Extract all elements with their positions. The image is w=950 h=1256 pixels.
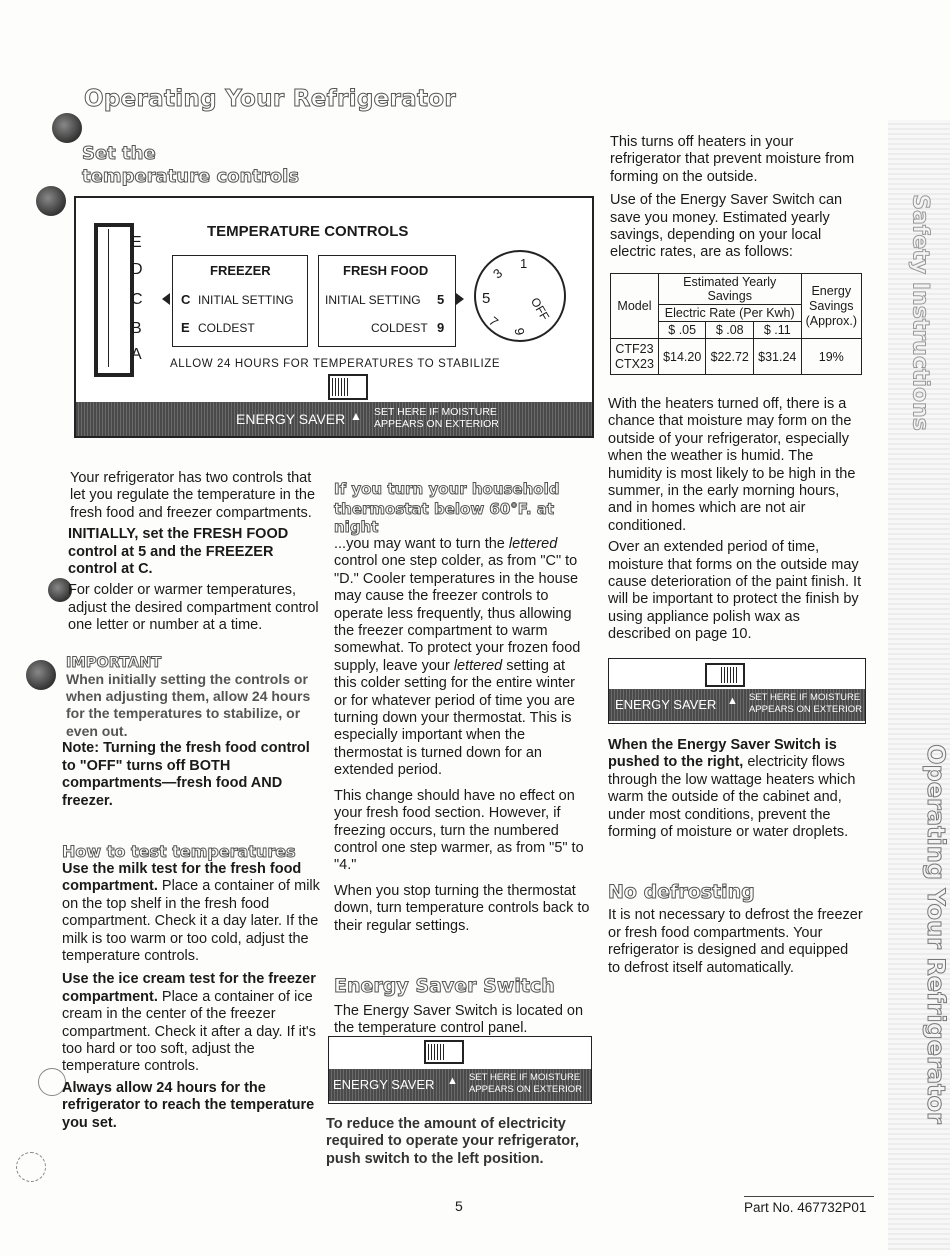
fresh-food-coldest-num: 9 — [437, 320, 445, 335]
switch-right-paragraph — [608, 737, 864, 841]
moisture-paragraph: With the heaters turned off, there is a chance that moisture may form on the outside of your refrigerator, especially when the weather is humid. The humidity is most likely to be high in the summer, in the early morning hours, and in homes which are not air conditioned. — [608, 396, 856, 534]
triangle-up-icon: ▲ — [727, 695, 738, 707]
panel-title: TEMPERATURE CONTROLS — [207, 223, 409, 240]
energy-saver-mini-panel-left — [328, 1036, 592, 1104]
savings-intro-paragraph: Use of the Energy Saver Switch can save you money. Estimated yearly savings, depending on your local electric rates, are as follows: — [610, 192, 843, 261]
table-rate-3: $ .11 — [754, 322, 802, 339]
table-value-percent: 19% — [801, 339, 861, 375]
triangle-up-icon: ▲ — [350, 409, 362, 423]
freezer-initial-letter: C — [181, 292, 191, 307]
triangle-up-icon: ▲ — [447, 1075, 458, 1087]
column-right-bottom — [608, 737, 864, 977]
off-note-paragraph: Note: Turning the fresh food control to "OFF" turns off BOTH compartments—fresh food AND freezer. — [62, 740, 310, 809]
fresh-food-dial[interactable] — [474, 250, 566, 342]
initial-setting-paragraph: INITIALLY, set the FRESH FOOD control at 5 and the FREEZER control at C. — [68, 526, 289, 578]
freezer-coldest-letter: E — [181, 320, 190, 335]
fresh-food-title: FRESH FOOD — [343, 263, 429, 278]
fresh-food-box — [318, 255, 456, 347]
dial-mark-3: 3 — [490, 265, 506, 282]
heaters-paragraph: This turns off heaters in your refrigerator that prevent moisture from forming on the outside. — [610, 134, 855, 185]
energy-saver-mini-panel-right — [608, 658, 866, 724]
dial-mark-5: 5 — [482, 290, 491, 307]
dial-mark-9: 9 — [511, 326, 528, 337]
thermostat-paragraph-3: When you stop turning the thermostat down, turn temperature controls back to their regular settings. — [334, 882, 590, 934]
reduce-electricity-paragraph: To reduce the amount of electricity required to operate your refrigerator, push switch to the left position. — [326, 1116, 580, 1167]
approx-word: (Approx.) — [805, 313, 857, 328]
table-rate-2: $ .08 — [706, 322, 754, 339]
switch-knob-right — [721, 667, 739, 683]
punch-hole — [26, 660, 56, 690]
ice-cream-test-paragraph — [62, 971, 324, 1075]
energy-saver-bar — [76, 402, 592, 436]
column-middle — [334, 480, 590, 1038]
no-defrosting-heading: No defrosting — [608, 881, 755, 904]
table-rate-1: $ .05 — [658, 322, 706, 339]
defrost-paragraph: It is not necessary to defrost the freezer or fresh food compartments. Your refrigerator is designed and equipped to defrost itself automatically. — [608, 907, 863, 976]
switch-right-bold: When the Energy Saver Switch is pushed to the right, — [608, 737, 837, 771]
thermo-emph-2: lettered — [453, 657, 503, 674]
milk-test-bold: Use the milk test for the fresh food compartment. — [62, 860, 302, 895]
energy-saver-switch[interactable] — [328, 374, 368, 400]
important-paragraph: When initially setting the controls or when adjusting them, allow 24 hours for the temperatures to stabilize, or even out. — [66, 670, 311, 739]
energy-saver-switch-right[interactable] — [705, 663, 745, 687]
thermostat-heading-2: thermostat below 60°F. at night — [334, 500, 555, 536]
dial-mark-1: 1 — [520, 256, 528, 271]
thermostat-heading-1: If you turn your household — [334, 480, 560, 498]
important-heading: IMPORTANT — [66, 654, 162, 671]
adjust-paragraph: For colder or warmer temperatures, adjust the desired compartment control one letter or number at a time. — [68, 582, 319, 634]
table-header-estimated: Estimated Yearly Savings — [658, 274, 801, 305]
scale-letter-b: B — [131, 320, 142, 337]
table-models: CTF23 CTX23 — [611, 339, 659, 375]
section-heading-line1: Set the — [82, 143, 156, 164]
energy-saver-mini-bar-left — [329, 1069, 591, 1101]
energy-saver-note-1: SET HERE IF MOISTURE — [374, 406, 497, 418]
page-number: 5 — [455, 1198, 463, 1214]
intro-paragraph: Your refrigerator has two controls that let you regulate the temperature in the fresh food and freezer compartments. — [70, 470, 316, 521]
table-value-1: $14.20 — [658, 339, 706, 375]
fresh-food-initial-label: INITIAL SETTING — [325, 293, 421, 307]
mini-energy-note-2-left: APPEARS ON EXTERIOR — [469, 1084, 582, 1095]
savings-table — [610, 273, 862, 375]
thermostat-paragraph-2: This change should have no effect on your fresh food section. However, if freezing occurs, turn the numbered control one step warmer, as from "5" to "4." — [334, 787, 584, 874]
ice-cream-test-text: Place a container of ice cream in the center of the freezer compartment. Check it after a day. If it's too hard or too soft, adjust the temperature controls. — [62, 988, 316, 1075]
energy-saver-switch-left[interactable] — [424, 1040, 464, 1064]
milk-test-text: Place a container of milk on the top shelf in the fresh food compartment. Check it a day later. If the milk is too warm or too cold, adjust the temperature controls. — [62, 878, 320, 964]
milk-test-paragraph — [62, 861, 324, 965]
pointer-right-icon — [456, 293, 464, 305]
freezer-box — [172, 255, 308, 347]
always-allow-paragraph: Always allow 24 hours for the refrigerator to reach the temperature you set. — [62, 1079, 315, 1131]
energy-saver-mini-bar-right — [609, 689, 865, 721]
freezer-letter-scale — [94, 223, 134, 377]
part-number: Part No. 467732P01 — [744, 1200, 867, 1215]
thermo-text-b: control one step colder, as from "C" to "D." Cooler temperatures in the house may cause the freezer controls to operate less frequently, thus allowing the freezer compartment to warm somewhat. To protect your frozen food supply, leave your — [334, 553, 581, 674]
switch-right-text: electricity flows through the low wattage heaters which warm the outside of the cabinet and, under most conditions, prevent the forming of moisture or water droplets. — [608, 754, 856, 841]
punch-hole — [36, 186, 66, 216]
punch-hole-outline — [16, 1152, 46, 1182]
scale-letter-d: D — [131, 261, 143, 278]
scale-letter-a: A — [131, 346, 142, 363]
thermo-text-a: ...you may want to turn the — [334, 536, 509, 552]
panel-stabilize-note: ALLOW 24 HOURS FOR TEMPERATURES TO STABILIZE — [170, 358, 501, 370]
fresh-food-initial-num: 5 — [437, 292, 445, 307]
dial-mark-7: 7 — [486, 313, 502, 330]
table-value-2: $22.72 — [706, 339, 754, 375]
thermo-emph-1: lettered — [508, 536, 558, 552]
switch-knob — [332, 378, 350, 396]
scale-letter-c: C — [131, 291, 143, 308]
mini-energy-note-1-right: SET HERE IF MOISTURE — [749, 692, 861, 703]
mini-energy-label-right: ENERGY SAVER — [615, 697, 717, 712]
energy-word: Energy — [811, 283, 852, 298]
column-left — [62, 470, 324, 1132]
pointer-left-icon — [162, 293, 170, 305]
freezer-coldest-label: COLDEST — [198, 321, 255, 335]
energy-saver-paragraph: The Energy Saver Switch is located on the temperature control panel. — [334, 1002, 584, 1037]
test-temperatures-heading: How to test temperatures — [62, 841, 296, 861]
table-header-rate: Electric Rate (Per Kwh) — [658, 305, 801, 322]
fresh-food-coldest-label: COLDEST — [371, 321, 428, 335]
scale-letter-e: E — [131, 234, 142, 251]
energy-saver-heading: Energy Saver Switch — [334, 974, 555, 997]
deterioration-paragraph: Over an extended period of time, moisture that forms on the outside may cause deterioration of the paint finish. It will be important to protect the finish by using appliance polish wax as described on page 10. — [608, 539, 862, 643]
section-heading-line2: temperature controls — [82, 166, 300, 187]
mini-energy-note-2-right: APPEARS ON EXTERIOR — [749, 704, 862, 715]
freezer-initial-label: INITIAL SETTING — [198, 293, 294, 307]
side-tab-operating: Operating Your Refrigerator — [922, 744, 950, 1124]
mini-energy-note-1-left: SET HERE IF MOISTURE — [469, 1072, 581, 1083]
energy-saver-note-2: APPEARS ON EXTERIOR — [374, 418, 499, 430]
mini-energy-label-left: ENERGY SAVER — [333, 1077, 435, 1092]
table-header-model: Model — [611, 274, 659, 339]
savings-word: Savings — [809, 298, 854, 313]
temperature-control-panel — [74, 196, 594, 438]
energy-saver-label: ENERGY SAVER — [236, 411, 346, 427]
dial-mark-off: OFF — [527, 295, 553, 323]
punch-hole — [52, 113, 82, 143]
side-tab-safety: Safety Instructions — [907, 194, 933, 431]
footer-rule — [744, 1196, 874, 1197]
thermostat-paragraph-1 — [334, 536, 590, 780]
freezer-title: FREEZER — [210, 263, 271, 278]
table-header-energy-savings — [801, 274, 861, 339]
thermo-text-c: setting at this colder setting for the entire winter or for whatever period of time you are turning down your thermostat. This is especially important when the thermostat is turned down for an extended period. — [334, 657, 575, 779]
ice-cream-test-bold: Use the ice cream test for the freezer compartment. — [62, 971, 316, 1005]
column-right-lower — [608, 396, 862, 644]
table-value-3: $31.24 — [754, 339, 802, 375]
switch-knob-left — [428, 1044, 446, 1060]
column-right — [610, 134, 862, 262]
page-title: Operating Your Refrigerator — [84, 86, 456, 112]
